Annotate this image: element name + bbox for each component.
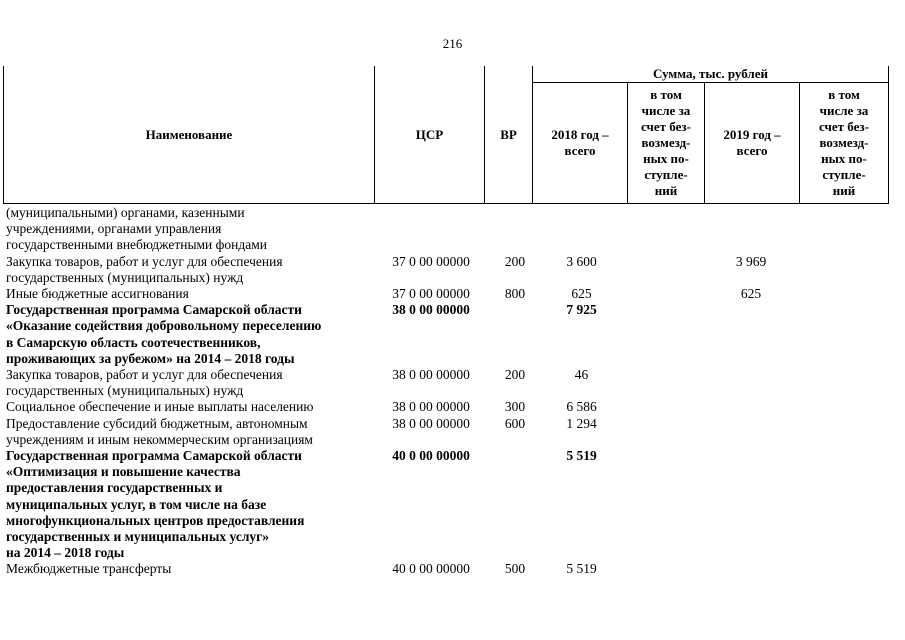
- cell-y2018: 46: [574, 367, 589, 383]
- cell-y2018: 1 294: [566, 415, 597, 431]
- page-number: 216: [442, 36, 463, 51]
- cell-y2018: 5 519: [566, 448, 597, 464]
- budget-table-header: [3, 66, 889, 204]
- cell-y2019: 625: [740, 286, 762, 302]
- cell-y2019-free: [793, 448, 886, 561]
- header-2018-free: в том числе за счет без- возмезд- ных по- ступле- ний: [628, 83, 705, 204]
- cell-vr: 800: [504, 286, 526, 302]
- cell-y2019-free: [793, 286, 886, 302]
- cell-name: Закупка товаров, работ и услуг для обеспечения государственных (муниципальных) нужд: [6, 367, 283, 399]
- cell-y2019-free: [793, 302, 886, 367]
- cell-y2018-free: [623, 399, 709, 415]
- table-row: [6, 254, 886, 286]
- cell-y2018-free: [623, 561, 709, 577]
- cell-y2018: [540, 205, 623, 254]
- cell-y2019: [709, 302, 793, 367]
- cell-y2018-free: [623, 448, 709, 561]
- cell-y2018-free: [623, 205, 709, 254]
- cell-vr: [490, 302, 540, 367]
- header-vr: ВР: [485, 66, 533, 204]
- cell-y2018: 7 925: [566, 302, 597, 318]
- table-row: [6, 205, 886, 254]
- cell-y2019: [709, 205, 793, 254]
- cell-y2019: [709, 367, 793, 399]
- cell-vr: 600: [504, 415, 526, 431]
- cell-y2018: 3 600: [566, 253, 597, 269]
- table-row: [6, 399, 886, 415]
- cell-y2018: 625: [571, 286, 592, 302]
- cell-name: Социальное обеспечение и иные выплаты населению: [6, 399, 314, 415]
- cell-y2018: 5 519: [566, 561, 597, 577]
- header-2018-total: 2018 год – всего: [533, 83, 628, 204]
- cell-name: Закупка товаров, работ и услуг для обеспечения государственных (муниципальных) нужд: [6, 253, 283, 285]
- cell-csr: 38 0 00 00000: [392, 367, 470, 383]
- cell-vr: 300: [504, 399, 526, 415]
- cell-y2019: [709, 416, 793, 448]
- cell-csr: 38 0 00 00000: [392, 415, 470, 431]
- cell-name: Государственная программа Самарской области «Оптимизация и повышение качества предоставления государственных и муниципальных услуг, в том числе на базе многофункциональных центров предоставления государственных и муниципальных услуг» на 2014 – 2018 годы: [6, 448, 305, 561]
- cell-name: Государственная программа Самарской области «Оказание содействия добровольному переселению в Самарскую область соотечественников, проживающих за рубежом» на 2014 – 2018 годы: [6, 302, 322, 366]
- cell-vr: [490, 205, 540, 254]
- cell-y2019-free: [793, 367, 886, 399]
- table-row: [6, 286, 886, 302]
- table-row: [6, 367, 886, 399]
- cell-vr: 200: [504, 253, 526, 269]
- header-sum-group: Сумма, тыс. рублей: [533, 66, 889, 83]
- cell-csr: 40 0 00 00000: [392, 448, 470, 464]
- header-2019-total: 2019 год – всего: [705, 83, 800, 204]
- cell-y2018-free: [623, 286, 709, 302]
- cell-name: Предоставление субсидий бюджетным, автономным учреждениям и иным некоммерческим организациям: [6, 415, 313, 447]
- cell-y2018-free: [623, 416, 709, 448]
- table-row: [6, 416, 886, 448]
- cell-csr: 38 0 00 00000: [392, 302, 470, 318]
- cell-y2019: [709, 399, 793, 415]
- cell-y2018-free: [623, 367, 709, 399]
- cell-y2018: 6 586: [566, 399, 597, 415]
- cell-name: Иные бюджетные ассигнования: [6, 286, 189, 302]
- cell-y2018-free: [623, 302, 709, 367]
- cell-name: (муниципальными) органами, казенными учреждениями, органами управления государственными внебюджетными фондами: [6, 205, 268, 253]
- cell-y2018-free: [623, 254, 709, 286]
- budget-table-body: [6, 205, 886, 578]
- cell-y2019: 3 969: [735, 253, 767, 269]
- cell-name: Межбюджетные трансферты: [6, 561, 172, 577]
- header-csr: ЦСР: [375, 66, 485, 204]
- table-row: [6, 561, 886, 577]
- program-row: [6, 302, 886, 367]
- cell-csr: [372, 205, 490, 254]
- cell-vr: [490, 448, 540, 561]
- cell-csr: 37 0 00 00000: [392, 253, 470, 269]
- cell-vr: 200: [504, 367, 526, 383]
- cell-y2019-free: [793, 254, 886, 286]
- cell-vr: 500: [504, 561, 526, 577]
- cell-csr: 37 0 00 00000: [392, 286, 470, 302]
- cell-csr: 38 0 00 00000: [392, 399, 470, 415]
- cell-y2019: [709, 448, 793, 561]
- cell-y2019-free: [793, 205, 886, 254]
- program-row: [6, 448, 886, 561]
- header-2019-free: в том числе за счет без- возмезд- ных по- ступле- ний: [800, 83, 889, 204]
- header-name: Наименование: [4, 66, 375, 204]
- cell-csr: 40 0 00 00000: [392, 561, 470, 577]
- cell-y2019-free: [793, 561, 886, 577]
- cell-y2019-free: [793, 416, 886, 448]
- cell-y2019: [709, 561, 793, 577]
- cell-y2019-free: [793, 399, 886, 415]
